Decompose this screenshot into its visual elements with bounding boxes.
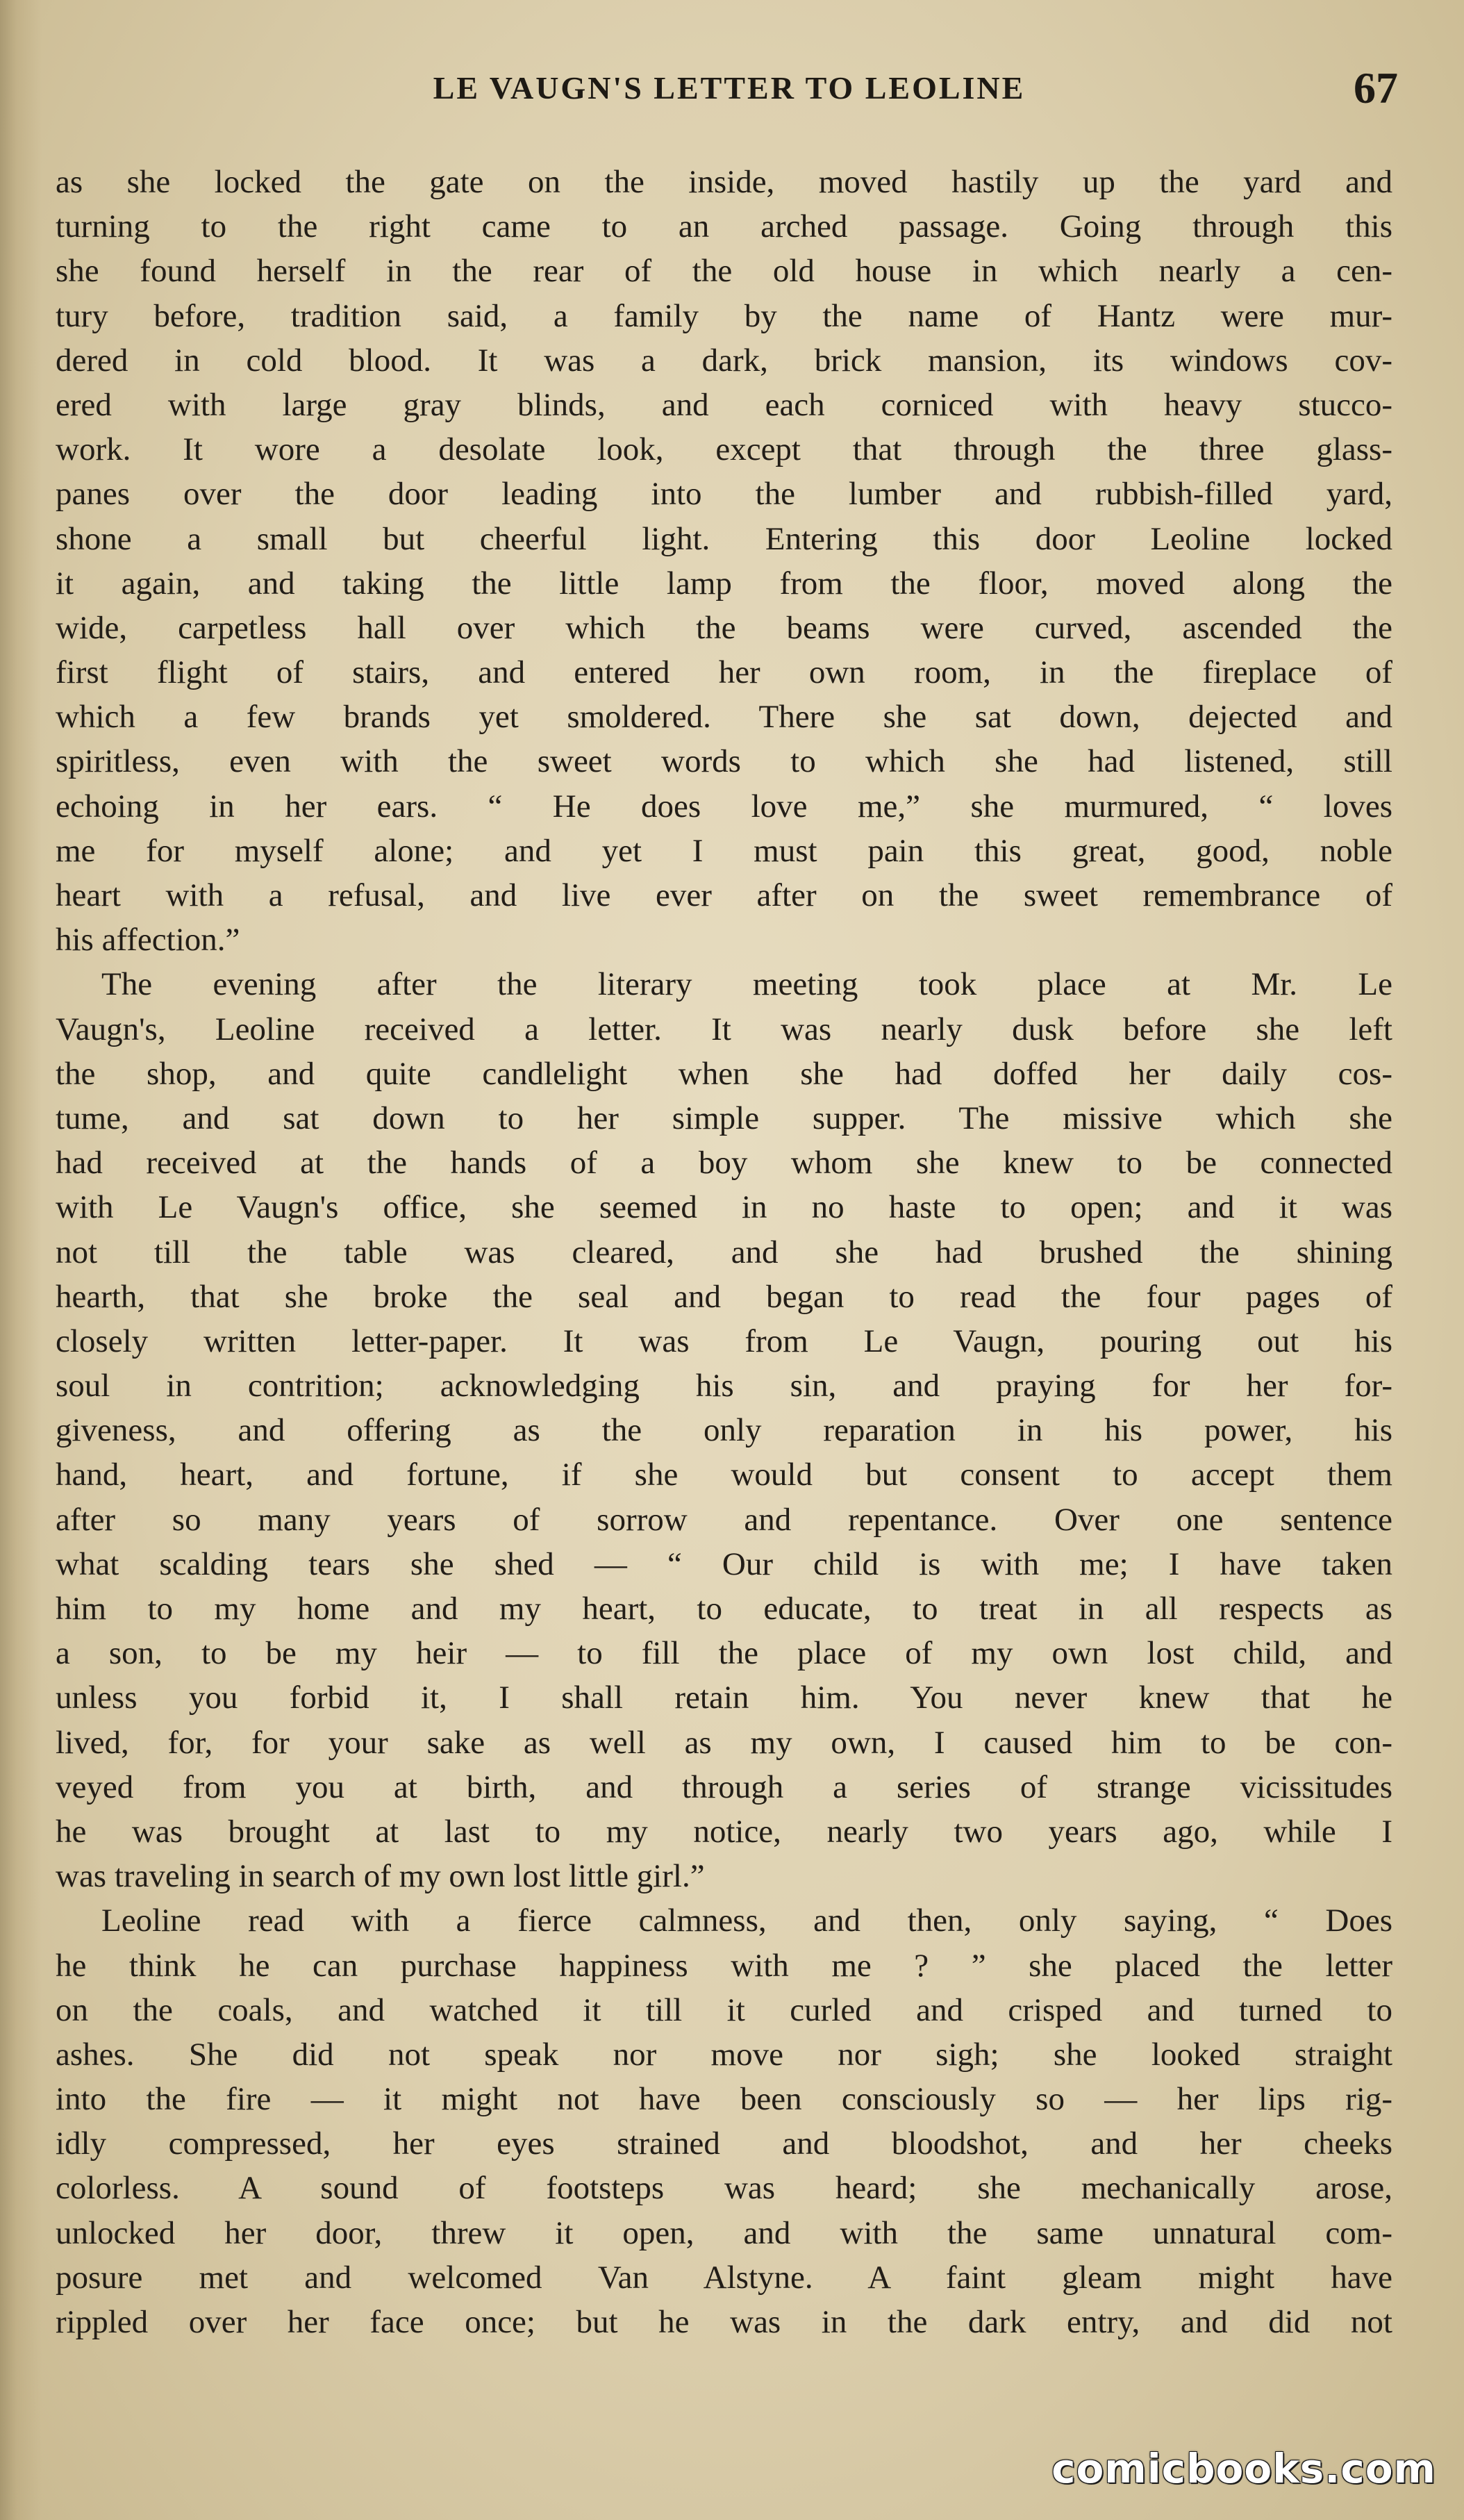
text-line: work. It wore a desolate look, except that through the three glass- <box>56 431 1392 468</box>
text-line: dered in cold blood. It was a dark, brick mansion, its windows cov- <box>56 342 1392 379</box>
text-line: had received at the hands of a boy whom she knew to be connected <box>56 1145 1392 1182</box>
text-line: on the coals, and watched it till it curled and crisped and turned to <box>56 1991 1392 2028</box>
text-line: heart with a refusal, and live ever after on the sweet remembrance of <box>56 877 1392 913</box>
text-line: he think he can purchase happiness with me ? ” she placed the letter <box>56 1947 1392 1984</box>
text-line: first flight of stairs, and entered her own room, in the fireplace of <box>56 654 1392 691</box>
text-line: idly compressed, her eyes strained and bloodshot, and her cheeks <box>56 2125 1392 2162</box>
text-line: echoing in her ears. “ He does love me,” she murmured, “ loves <box>56 788 1392 824</box>
text-line: tury before, tradition said, a family by the name of Hantz were mur- <box>56 297 1392 334</box>
text-line: hand, heart, and fortune, if she would but consent to accept them <box>56 1457 1392 1493</box>
text-line: him to my home and my heart, to educate, to treat in all respects as <box>56 1591 1392 1627</box>
text-line: it again, and taking the little lamp from the floor, moved along the <box>56 565 1392 602</box>
text-line: hearth, that she broke the seal and began to read the four pages of <box>56 1278 1392 1315</box>
text-line: Vaugn's, Leoline received a letter. It was nearly dusk before she left <box>56 1011 1392 1047</box>
text-line: Leoline read with a fierce calmness, and then, only saying, “ Does <box>101 1903 1392 1939</box>
text-line: tume, and sat down to her simple supper. The missive which she <box>56 1100 1392 1136</box>
text-line: his affection.” <box>56 922 240 959</box>
text-line: spiritless, even with the sweet words to which she had listened, still <box>56 743 1392 780</box>
text-line: panes over the door leading into the lumber and rubbish-filled yard, <box>56 476 1392 513</box>
text-line: ered with large gray blinds, and each corniced with heavy stucco- <box>56 386 1392 423</box>
text-line: rippled over her face once; but he was in the dark entry, and did not <box>56 2304 1392 2340</box>
text-line: closely written letter-paper. It was from Le Vaugn, pouring out his <box>56 1323 1392 1359</box>
text-line: which a few brands yet smoldered. There she sat down, dejected and <box>56 699 1392 736</box>
text-line: colorless. A sound of footsteps was heard; she mechanically arose, <box>56 2170 1392 2207</box>
text-line: she found herself in the rear of the old house in which nearly a cen- <box>56 253 1392 290</box>
text-line: soul in contrition; acknowledging his sin, and praying for her for- <box>56 1368 1392 1404</box>
text-line: turning to the right came to an arched passage. Going through this <box>56 208 1392 245</box>
text-line: after so many years of sorrow and repentance. Over one sentence <box>56 1501 1392 1538</box>
text-line: veyed from you at birth, and through a series of strange vicissitudes <box>56 1768 1392 1805</box>
text-line: into the fire — it might not have been consciously so — her lips rig- <box>56 2081 1392 2118</box>
text-line: lived, for, for your sake as well as my own, I caused him to be con- <box>56 1724 1392 1761</box>
text-line: unless you forbid it, I shall retain him. You never knew that he <box>56 1680 1392 1716</box>
page-number: 67 <box>1354 63 1398 113</box>
text-line: what scalding tears she shed — “ Our child is with me; I have taken <box>56 1545 1392 1582</box>
text-line: as she locked the gate on the inside, moved hastily up the yard and <box>56 164 1392 200</box>
body-text <box>56 160 1392 2344</box>
text-line: was traveling in search of my own lost little girl.” <box>56 1858 705 1895</box>
text-line: unlocked her door, threw it open, and with the same unnatural com- <box>56 2214 1392 2251</box>
text-line: shone a small but cheerful light. Entering this door Leoline locked <box>56 520 1392 557</box>
text-line: the shop, and quite candlelight when she had doffed her daily cos- <box>56 1055 1392 1092</box>
text-line: he was brought at last to my notice, nearly two years ago, while I <box>56 1813 1392 1850</box>
text-line: ashes. She did not speak nor move nor sigh; she looked straight <box>56 2036 1392 2073</box>
text-line: posure met and welcomed Van Alstyne. A faint gleam might have <box>56 2259 1392 2296</box>
text-line: not till the table was cleared, and she had brushed the shining <box>56 1234 1392 1270</box>
text-line: The evening after the literary meeting took place at Mr. Le <box>101 966 1392 1003</box>
running-head: LE VAUGN'S LETTER TO LEOLINE <box>433 70 1026 106</box>
text-line: giveness, and offering as the only reparation in his power, his <box>56 1412 1392 1449</box>
text-line: a son, to be my heir — to fill the place of my own lost child, and <box>56 1635 1392 1672</box>
text-line: me for myself alone; and yet I must pain this great, good, noble <box>56 832 1392 869</box>
watermark: comicbooks.com <box>1051 2445 1436 2492</box>
page-header <box>0 63 1464 132</box>
page-edge-shadow <box>0 0 42 2520</box>
text-line: with Le Vaugn's office, she seemed in no haste to open; and it was <box>56 1189 1392 1226</box>
text-line: wide, carpetless hall over which the beams were curved, ascended the <box>56 609 1392 646</box>
